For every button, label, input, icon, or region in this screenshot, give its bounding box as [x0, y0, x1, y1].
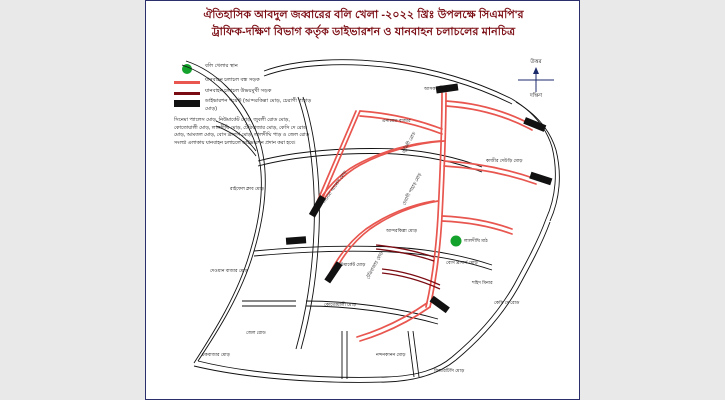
label-brtc-mor: বিআরটিসি মোড় [434, 368, 465, 373]
left-gutter [0, 0, 145, 400]
compass-south-label: দক্ষিণ [529, 93, 543, 99]
label-laldighi-math: লালদীঘি মাঠ [464, 238, 488, 243]
label-cheragi-pahar-mor: চেরাগী পাহাড় মোড় [401, 172, 423, 206]
legend-note: সিনেমা প্যালেস মোড়, নিউমার্কেট মোড়, জুবলী রোড মোড়, কোতোয়ালী মোড়, লালদীঘি মোড়, টেরিবাজার মোড়, কেসি দে রোড মোড়, আমতল মোড়, বোস ব্রাদার্স মোড়, লালদীঘি পাড় ও জেল রোড সংলগ্ন এলাকায় যানবাহন চলাচলে ডাইভারশন প্রদান করা হবে। [174, 117, 310, 146]
label-dewan-bazar-mor: দেওয়ান বাজার মোড় [210, 268, 248, 273]
title-line-1: ঐতিহাসিক আবদুল জব্বারের বলি খেলা -২০২২ খ্রিঃ উপলক্ষে সিএমপি'র [203, 9, 524, 21]
label-kazir-deuri-mor: কাজীর দেউড়ি মোড় [486, 158, 523, 163]
label-askardighi-mor: আসকারদীঘি মোড় [424, 86, 458, 91]
label-newmarket-mor: নিউমার্কেট মোড় [336, 262, 366, 267]
label-terybazar-mor: টেরিবাজার মোড় [365, 250, 385, 280]
label-andarkilla-mor: আন্দরকিল্লা মোড় [386, 228, 418, 233]
legend-label-diversion-point: ডাইভারশন পয়েন্ট (আন্দরকিল্লা মোড়, চেরাগী পাহাড় মোড়) [205, 98, 312, 112]
label-bose-brothers-mor: বোস ব্রাদার্স মোড় [446, 260, 478, 265]
map-card [145, 0, 580, 400]
legend-label-closed-road: যানবাহন চলাচল বন্ধ সড়ক [205, 77, 260, 83]
label-jail-road: জেল রোড [246, 330, 266, 335]
label-rifle-club-mor: রাইফেল ক্লাব মোড় [230, 186, 264, 191]
road-network [146, 1, 580, 400]
label-cinema-palace-mor: সিনেমা প্যালেস মোড় [321, 169, 348, 205]
label-kotwali-mor: কোতোয়ালী মোড় [324, 302, 357, 307]
label-kc-de-road: কেসি দে রোড [494, 300, 520, 305]
venue-marker [451, 236, 462, 247]
label-shahid-minar: শহিদ মিনার [472, 280, 493, 285]
label-jubilee-road: জুবিলী রোড [401, 131, 417, 154]
right-gutter [580, 0, 725, 400]
label-enayet-bazar: এনায়েত বাজার [382, 118, 411, 123]
legend-label-venue: বলি খেলার স্থান [205, 63, 238, 69]
label-chakbazar-mor: চকবাজার মোড় [202, 352, 230, 357]
legend-label-two-way-road: যানবাহন চলাচল উভয়মুখী সড়ক [205, 87, 272, 94]
label-nandankanan-mor: নন্দনকানন মোড় [376, 352, 406, 357]
title-line-2: ট্রাফিক-দক্ষিণ বিভাগ কর্তৃক ডাইভারশন ও যানবাহন চলাচলের মানচিত্র [211, 26, 516, 39]
compass-north-label: উত্তর [530, 59, 542, 65]
